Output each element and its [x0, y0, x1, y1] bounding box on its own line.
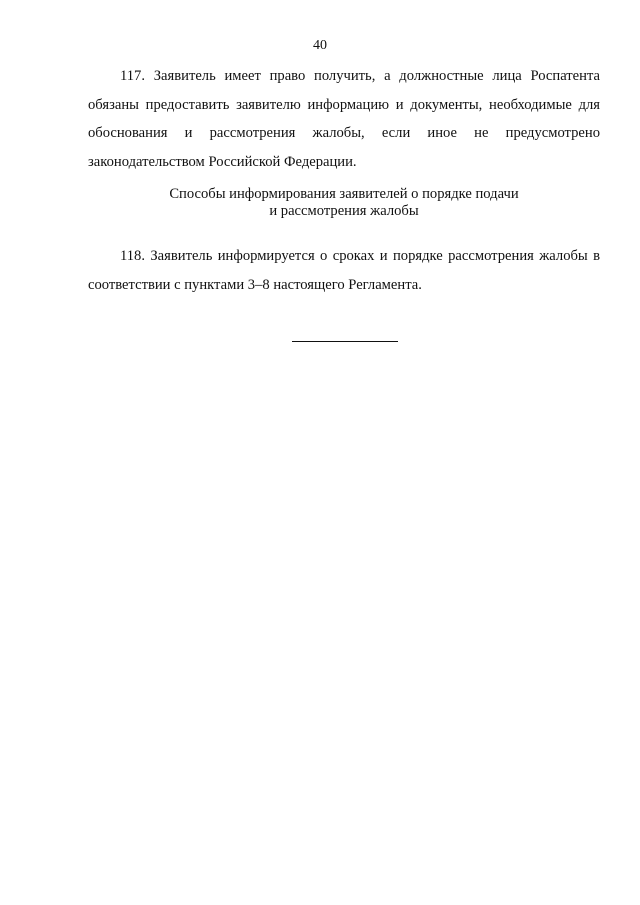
end-of-document-rule — [292, 341, 398, 342]
paragraph-118: 118. Заявитель информируется о сроках и порядке рассмотрения жалобы в соответствии с пунктами 3–8 настоящего Регламента. — [88, 248, 600, 293]
paragraph-117: 117. Заявитель имеет право получить, а должностные лица Роспатента обязаны предоставить заявителю информацию и документы, необходимые для обоснования и рассмотрения жалобы, если иное не предусмотрено законодательством Российской Федерации. — [88, 68, 600, 170]
section-heading-line-1: Способы информирования заявителей о порядке подачи — [169, 186, 519, 202]
section-heading-line-2: и рассмотрения жалобы — [269, 203, 419, 219]
page-number: 40 — [313, 38, 327, 53]
section-heading — [88, 186, 600, 220]
